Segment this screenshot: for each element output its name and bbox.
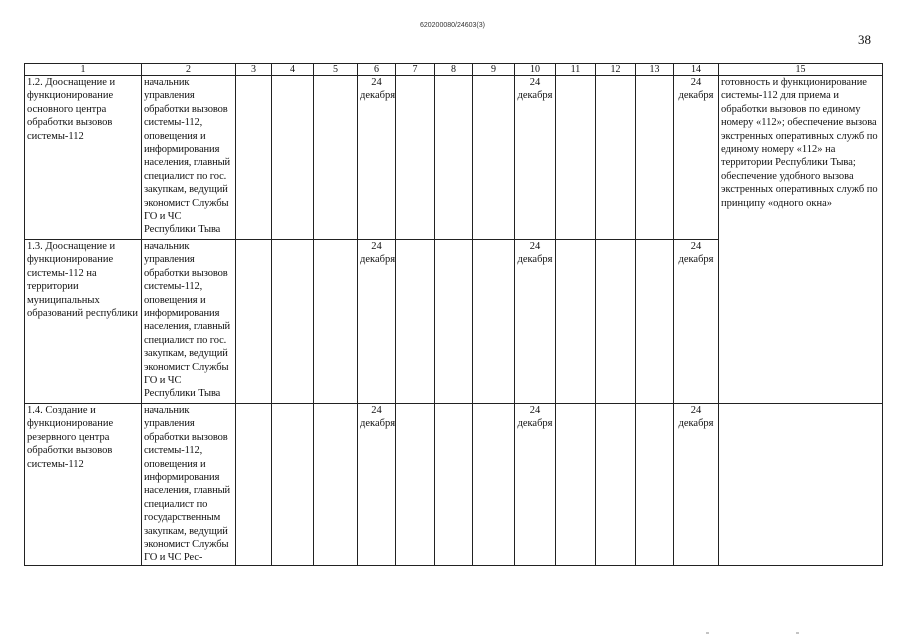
deadline-date: 24 декабря (358, 404, 396, 566)
empty-cell (236, 404, 272, 566)
column-number: 15 (719, 64, 883, 76)
column-number: 8 (435, 64, 473, 76)
deadline-date: 24 декабря (358, 76, 396, 240)
deadline-date: 24 декабря (515, 76, 556, 240)
table-row (25, 404, 883, 566)
column-number: 10 (515, 64, 556, 76)
empty-cell (596, 240, 636, 404)
empty-cell (596, 404, 636, 566)
empty-cell (473, 240, 515, 404)
column-number: 2 (142, 64, 236, 76)
column-number: 11 (556, 64, 596, 76)
empty-cell (272, 76, 314, 240)
column-number: 6 (358, 64, 396, 76)
empty-cell (435, 76, 473, 240)
column-number-row (25, 64, 883, 76)
deadline-date: 24 декабря (358, 240, 396, 404)
deadline-date: 24 декабря (515, 240, 556, 404)
responsible-persons: начальник управления обработки вызовов системы-112, оповещения и информирования населения, главный специалист по государственным закупкам, ведущий экономист Службы ГО и ЧС Рес- (142, 404, 236, 566)
deadline-date: 24 декабря (515, 404, 556, 566)
expected-result: готовность и функционирование системы-112 для приема и обработки вызовов по единому номеру «112»; обеспечение вызова экстренных оперативных служб по единому номеру «112» на территории Республики Тыва; обеспечение удобного вызова экстренных оперативных служб по принципу «одного окна» (719, 76, 883, 404)
empty-cell (314, 240, 358, 404)
empty-cell (719, 404, 883, 566)
deadline-date: 24 декабря (674, 76, 719, 240)
scan-marks (0, 630, 905, 636)
page-number: 38 (858, 32, 871, 47)
empty-cell (435, 404, 473, 566)
empty-cell (636, 76, 674, 240)
empty-cell (556, 76, 596, 240)
empty-cell (636, 404, 674, 566)
empty-cell (396, 76, 435, 240)
empty-cell (272, 404, 314, 566)
empty-cell (272, 240, 314, 404)
table-row (25, 76, 883, 240)
empty-cell (396, 240, 435, 404)
empty-cell (473, 76, 515, 240)
responsible-persons: начальник управления обработки вызовов системы-112, оповещения и информирования населения, главный специалист по гос. закупкам, ведущий экономист Службы ГО и ЧС Республики Тыва (142, 76, 236, 240)
responsible-persons: начальник управления обработки вызовов системы-112, оповещения и информирования населения, главный специалист по гос. закупкам, ведущий экономист Службы ГО и ЧС Республики Тыва (142, 240, 236, 404)
column-number: 1 (25, 64, 142, 76)
column-number: 9 (473, 64, 515, 76)
empty-cell (556, 404, 596, 566)
column-number: 12 (596, 64, 636, 76)
empty-cell (596, 76, 636, 240)
activity-name: 1.2. Дооснащение и функционирование основного центра обработки вызовов системы-112 (25, 76, 142, 240)
deadline-date: 24 декабря (674, 240, 719, 404)
plan-table (24, 63, 883, 566)
activity-name: 1.4. Создание и функционирование резервного центра обработки вызовов системы-112 (25, 404, 142, 566)
empty-cell (473, 404, 515, 566)
empty-cell (396, 404, 435, 566)
column-number: 14 (674, 64, 719, 76)
deadline-date: 24 декабря (674, 404, 719, 566)
column-number: 13 (636, 64, 674, 76)
empty-cell (636, 240, 674, 404)
empty-cell (314, 76, 358, 240)
column-number: 3 (236, 64, 272, 76)
empty-cell (556, 240, 596, 404)
empty-cell (236, 240, 272, 404)
empty-cell (236, 76, 272, 240)
empty-cell (314, 404, 358, 566)
document-id: 620200080/24603(3) (419, 22, 485, 29)
column-number: 7 (396, 64, 435, 76)
column-number: 5 (314, 64, 358, 76)
empty-cell (435, 240, 473, 404)
activity-name: 1.3. Дооснащение и функционирование системы-112 на территории муниципальных образований республики (25, 240, 142, 404)
column-number: 4 (272, 64, 314, 76)
